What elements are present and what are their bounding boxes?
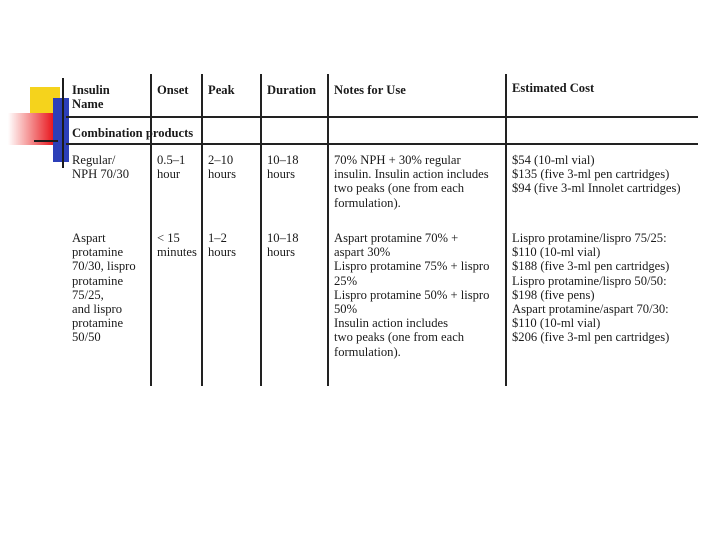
header-duration: Duration bbox=[267, 83, 316, 97]
row1-peak: 2–10 hours bbox=[208, 153, 236, 182]
row1-notes: 70% NPH + 30% regular insulin. Insulin action includes two peaks (one from each formulation). bbox=[334, 153, 489, 210]
column-divider bbox=[201, 74, 203, 386]
column-divider bbox=[327, 74, 329, 386]
decorative-horizontal-rule bbox=[34, 140, 58, 142]
row2-duration: 10–18 hours bbox=[267, 231, 299, 260]
header-peak: Peak bbox=[208, 83, 235, 97]
header-estimated-cost: Estimated Cost bbox=[512, 81, 595, 95]
row2-peak: 1–2 hours bbox=[208, 231, 236, 260]
row1-duration: 10–18 hours bbox=[267, 153, 299, 182]
row2-insulin-name: Aspart protamine 70/30, lispro protamine 75/25, and lispro protamine 50/50 bbox=[72, 231, 136, 345]
row1-onset: 0.5–1 hour bbox=[157, 153, 186, 182]
row2-onset: < 15 minutes bbox=[157, 231, 197, 260]
header-rule bbox=[66, 116, 698, 118]
column-divider bbox=[505, 74, 507, 386]
row2-cost: Lispro protamine/lispro 75/25: $110 (10-ml vial) $188 (five 3-ml pen cartridges) Lispro protamine/lispro 50/50: $198 (five pens) Aspart protamine/aspart 70/30: $110 (10-ml vial) $206 (five 3-ml pen cartridges) bbox=[512, 231, 670, 345]
section-label: Combination products bbox=[72, 126, 194, 140]
row1-insulin-name: Regular/ NPH 70/30 bbox=[72, 153, 130, 182]
column-divider bbox=[150, 74, 152, 386]
header-notes: Notes for Use bbox=[334, 83, 406, 97]
column-divider bbox=[260, 74, 262, 386]
row2-notes: Aspart protamine 70% + aspart 30% Lispro protamine 75% + lispro 25% Lispro protamine 50% + lispro 50% Insulin action includes two peaks (one from each formulation). bbox=[334, 231, 490, 359]
insulin-table bbox=[66, 74, 698, 386]
header-onset: Onset bbox=[157, 83, 189, 97]
row1-cost: $54 (10-ml vial) $135 (five 3-ml pen cartridges) $94 (five 3-ml Innolet cartridges) bbox=[512, 153, 681, 196]
decorative-vertical-rule bbox=[62, 78, 64, 168]
section-rule bbox=[66, 143, 698, 145]
header-insulin-name: Insulin Name bbox=[72, 83, 110, 112]
